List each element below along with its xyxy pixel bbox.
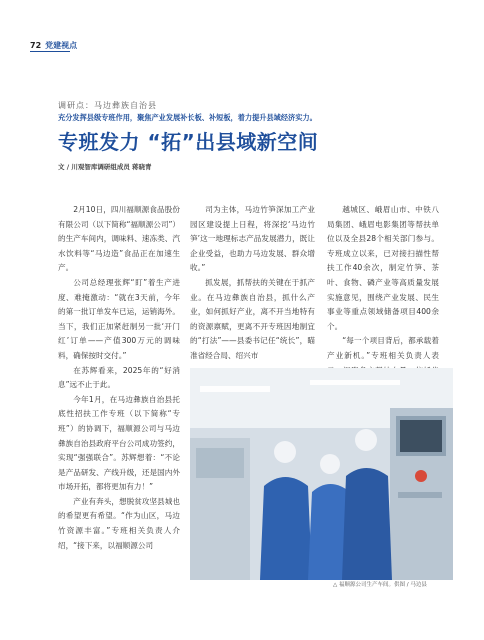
paragraph: 公司总经理张辉“盯”着生产进度、难掩激动：“就在3天前，今年的第一批订单发车已运，运销海外。当下，我们正加紧赶制另一批‘开门红’订单——产值300万元的调味料，确保按时交付。”: [58, 277, 180, 360]
byline-names: 蒋晓青: [131, 163, 152, 171]
paragraph: 司为主体，马边竹笋深加工产业园区建设提上日程，将深挖‘马边竹笋’这一地理标志产品发展潜力，既让企业受益，也助力马边发展、群众增收。”: [190, 205, 315, 273]
paragraph: 今年1月，在马边彝族自治县托底性招扶工作专班（以下简称“专班”）的协调下，福顺源公司与马边彝族自治县政府平台公司成功签约，实现“强强联合”。苏辉想着：“不论是产品研发、产线升级，还是国内外市场开拓，都将更加有力！”: [58, 394, 180, 492]
page-header: [30, 40, 77, 51]
text-column-2: [190, 203, 315, 364]
paragraph: 在苏辉看来，2025年的“好消息”远不止于此。: [58, 365, 180, 390]
paragraph: 产业有奔头，想脱贫攻坚县城也的希望更有希望。“作为山区，马边竹资源丰富。”专班相关负责人介绍，“接下来，以福顺源公司: [58, 496, 180, 550]
text-column-1: [58, 203, 180, 553]
byline: [58, 162, 151, 171]
text-column-3: [327, 203, 439, 393]
paragraph: “每一个项目背后，都承载着产业新机。”专班相关负责人表: [327, 336, 439, 360]
byline-label: 文 / 川观智库调研组成员: [58, 163, 130, 171]
workshop-photo: [190, 368, 453, 580]
paragraph: 抓发展，抓帮扶的关键在于抓产业。在马边彝族自治县，抓什么产业，如何抓好产业，离不开当地特有的资源禀赋，更离不开专班因地制宜的“打法”——县委书记任“统长”，瞄准省经合局、绍兴市: [190, 277, 315, 360]
section-name: 党建视点: [45, 41, 78, 50]
header-divider: [30, 51, 70, 52]
article-title: 专班发力 “拓”出县域新空间: [58, 130, 319, 154]
photo-caption: △ 福顺源公司生产车间。供图 / 马边县: [333, 582, 427, 588]
column-tag: 调研点：马边彝族自治县: [58, 101, 157, 110]
paragraph: 2月10日，四川福顺源食品股份有限公司（以下简称“福顺源公司”）的生产车间内，调味料、速冻类、汽水饮料等“马边造”食品正在加速生产。: [58, 205, 180, 273]
page-number: 72: [30, 41, 42, 50]
paragraph: 越城区、峨眉山市、中铁八局集团、峨眉电影集团等帮扶单位以及全县28个相关部门参与。专班成立以来，已对接扫描性帮扶工作40余次，制定竹笋、茶叶、食物、磷产业等高质量发展实施意见，围绕产业发展、民生事业等重点领域储备项目400余个。: [327, 205, 439, 331]
workshop-photo-illustration: [190, 368, 453, 580]
column-note: 充分发挥县级专班作用，聚焦产业发展补长板、补短板，着力提升县域经济实力。: [58, 113, 317, 122]
